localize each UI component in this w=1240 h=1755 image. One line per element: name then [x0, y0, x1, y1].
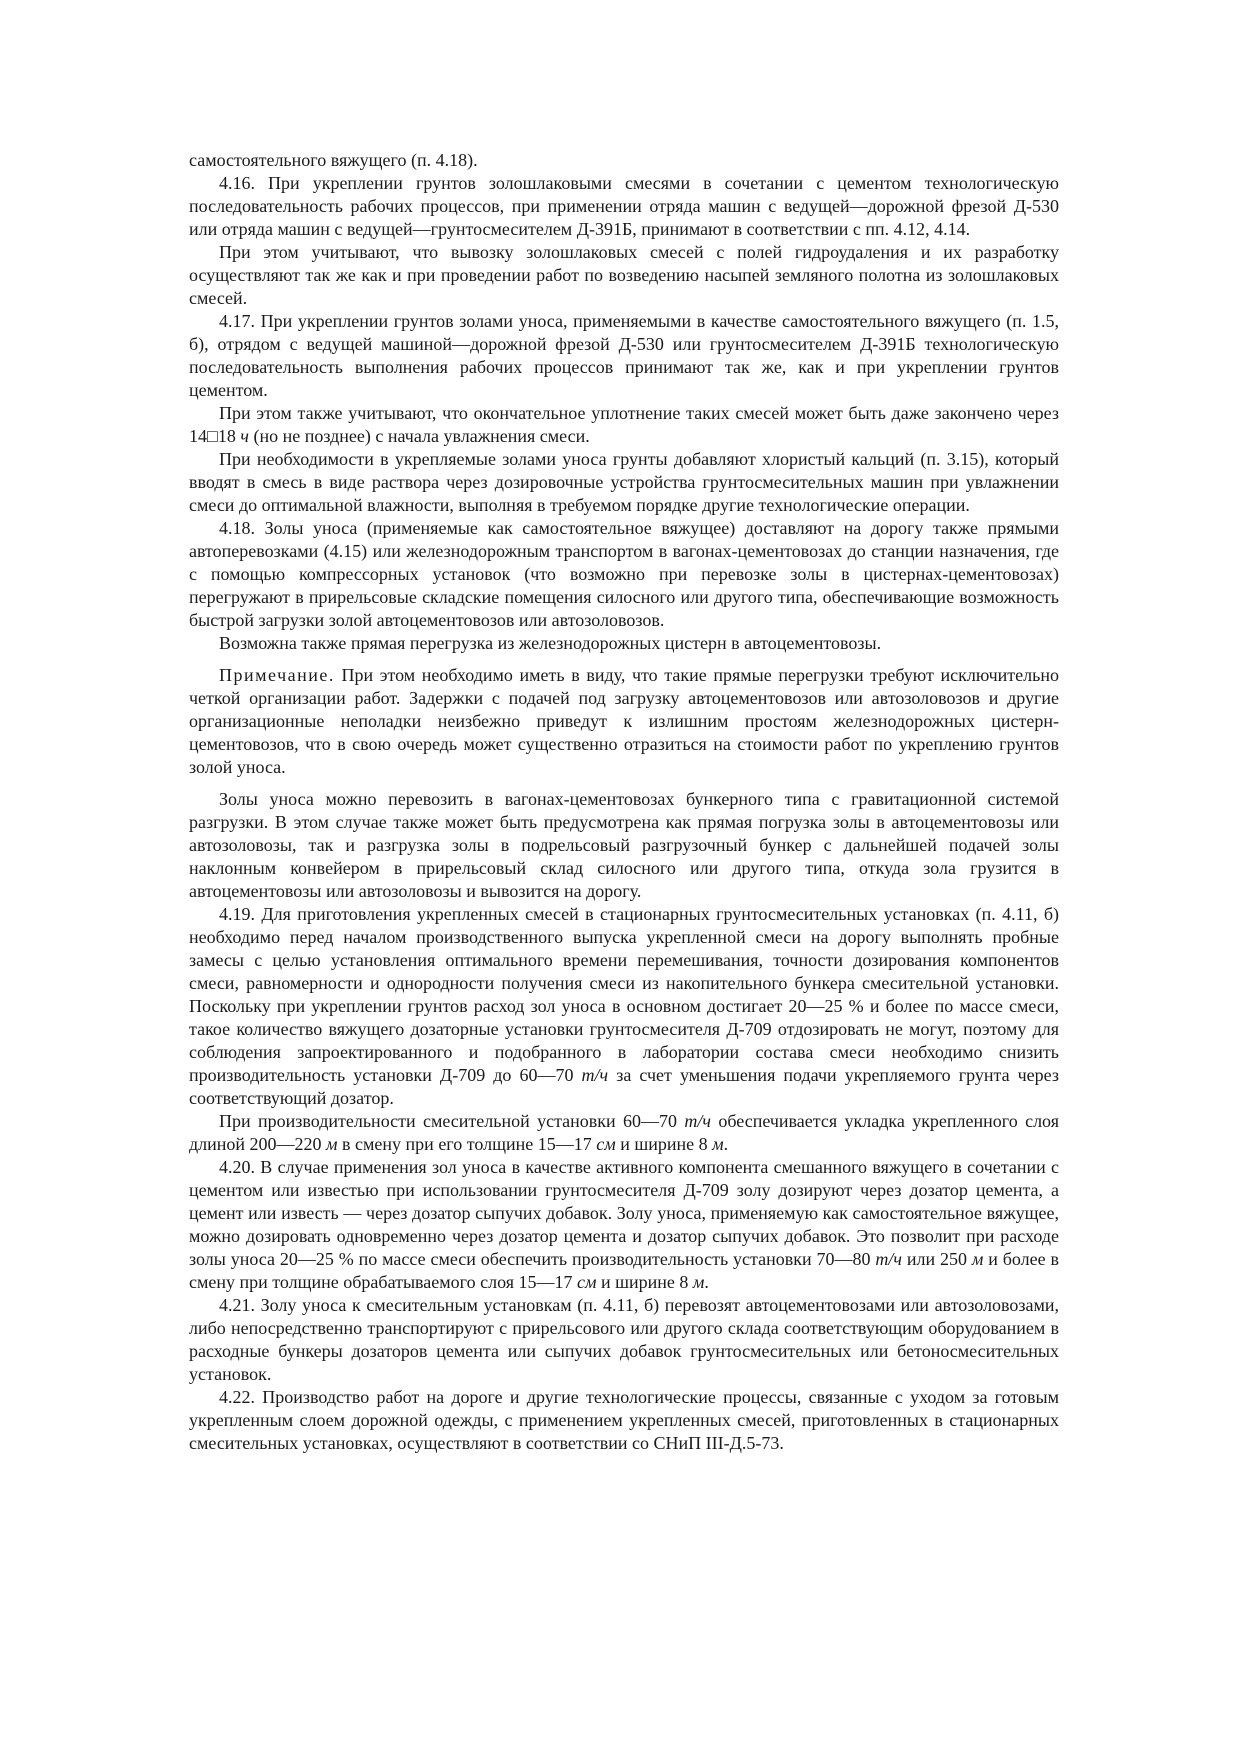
paragraph-4-21: 4.21. Золу уноса к смесительным установкам (п. 4.11, б) перевозят автоцементовозами или автозоловозами, либо непосредственно транспортируют с прирельсового или другого склада соответствующим оборудованием в расходные бункеры дозаторов цемента или сыпучих добавок грунтосмесительных или бетоносмесительных установок. — [189, 1295, 1059, 1384]
note-paragraph — [189, 664, 1059, 779]
paragraph-bunker-wagons: Золы уноса можно перевозить в вагонах-цементовозах бункерного типа с гравитационной системой разгрузки. В этом случае также может быть предусмотрена как прямая погрузка золы в автоцементовозы или автозоловозы, так и разгрузка золы в подрельсовый разгрузочный бункер с дальнейшей подачей золы наклонным конвейером в прирельсовый склад силосного или другого типа, откуда зола грузится в автоцементовозы или автозоловозы и вывозится на дорогу. — [189, 789, 1059, 901]
paragraph-4-18: 4.18. Золы уноса (применяемые как самостоятельное вяжущее) доставляют на дорогу также прямыми автоперевозками (4.15) или железнодорожным транспортом в вагонах-цементовозах до станции назначения, где с помощью компрессорных установок (что возможно при перевозке золы в цистернах-цементовозах) перегружают в прирельсовые складские помещения силосного или другого типа, обеспечивающие возможность быстрой загрузки золой автоцементовозов или автозоловозов. — [189, 518, 1059, 630]
paragraph-4-19-productivity: При производительности смесительной установки 60—70 т/ч обеспечивается укладка укрепленного слоя длиной 200—220 м в смену при его толщине 15—17 см и ширине 8 м. — [189, 1111, 1059, 1154]
note-text: При этом необходимо иметь в виду, что такие прямые перегрузки требуют исключительно четкой организации работ. Задержки с подачей под загрузку автоцементовозов или автозоловозов и другие организационные неполадки неизбежно приведут к излишним простоям железнодорожных цистерн-цементовозов, что в свою очередь может существенно отразиться на стоимости работ по укреплению грунтов золой уноса. — [189, 665, 1059, 777]
paragraph-4-20: 4.20. В случае применения зол уноса в качестве активного компонента смешанного вяжущего в сочетании с цементом или известью при использовании грунтосмесителя Д-709 золу дозируют через дозатор цемента, а цемент или известь — через дозатор сыпучих добавок. Золу уноса, применяемую как самостоятельное вяжущее, можно дозировать одновременно через дозатор цемента и дозатор сыпучих добавок. Это позволит при расходе золы уноса 20—25 % по массе смеси обеспечить производительность установки 70—80 т/ч или 250 м и более в смену при толщине обрабатываемого слоя 15—17 см и ширине 8 м. — [189, 1157, 1060, 1292]
paragraph-4-22: 4.22. Производство работ на дороге и другие технологические процессы, связанные с уходом за готовым укрепленным слоем дорожной одежды, с применением укрепленных смесей, приготовленных в стационарных смесительных установках, осуществляют в соответствии со СНиП III-Д.5-73. — [189, 1387, 1059, 1453]
document-page — [189, 149, 1059, 1455]
paragraph-4-16-note: При этом учитывают, что вывозку золошлаковых смесей с полей гидроудаления и их разработку осуществляют так же как и при проведении работ по возведению насыпей земляного полотна из золошлаковых смесей. — [189, 242, 1059, 308]
paragraph-4-17-calcium: При необходимости в укрепляемые золами уноса грунты добавляют хлористый кальций (п. 3.15), который вводят в смесь в виде раствора через дозировочные устройства грунтосмесительных машин при увлажнении смеси до оптимальной влажности, выполняя в требуемом порядке другие технологические операции. — [189, 449, 1059, 515]
paragraph-4-17: 4.17. При укреплении грунтов золами уноса, применяемыми в качестве самостоятельного вяжущего (п. 1.5, б), отрядом с ведущей машиной—дорожной фрезой Д-530 или грунтосмесителем Д-391Б технологическую последовательность выполнения рабочих процессов принимают так же, как и при укреплении грунтов цементом. — [189, 311, 1059, 400]
paragraph-4-16: 4.16. При укреплении грунтов золошлаковыми смесями в сочетании с цементом технологическую последовательность рабочих процессов, при применении отряда машин с ведущей—дорожной фрезой Д-530 или отряда машин с ведущей—грунтосмесителем Д-391Б, принимают в соответствии с пп. 4.12, 4.14. — [189, 173, 1059, 239]
paragraph-4-17-compaction: При этом также учитывают, что окончательное уплотнение таких смесей может быть даже закончено через 14□18 ч (но не позднее) с начала увлажнения смеси. — [189, 403, 1059, 446]
paragraph-4-18-direct: Возможна также прямая перегрузка из железнодорожных цистерн в автоцементовозы. — [219, 633, 882, 653]
note-label: Примечание. — [219, 665, 335, 685]
paragraph-continuation: самостоятельного вяжущего (п. 4.18). — [189, 150, 478, 170]
paragraph-4-19: 4.19. Для приготовления укрепленных смесей в стационарных грунтосмесительных установках (п. 4.11, б) необходимо перед началом производственного выпуска укрепленной смеси на дорогу выполнять пробные замесы с целью установления оптимального времени перемешивания, точности дозирования компонентов смеси, равномерности и однородности получения смеси из накопительного бункера смесительной установки. Поскольку при укреплении грунтов расход зол уноса в основном достигает 20—25 % и более по массе смеси, такое количество вяжущего дозаторные установки грунтосмесителя Д-709 отдозировать не могут, поэтому для соблюдения запроектированного и подобранного в лаборатории состава смеси необходимо снизить производительность установки Д-709 до 60—70 т/ч за счет уменьшения подачи укрепляемого грунта через соответствующий дозатор. — [189, 904, 1059, 1108]
